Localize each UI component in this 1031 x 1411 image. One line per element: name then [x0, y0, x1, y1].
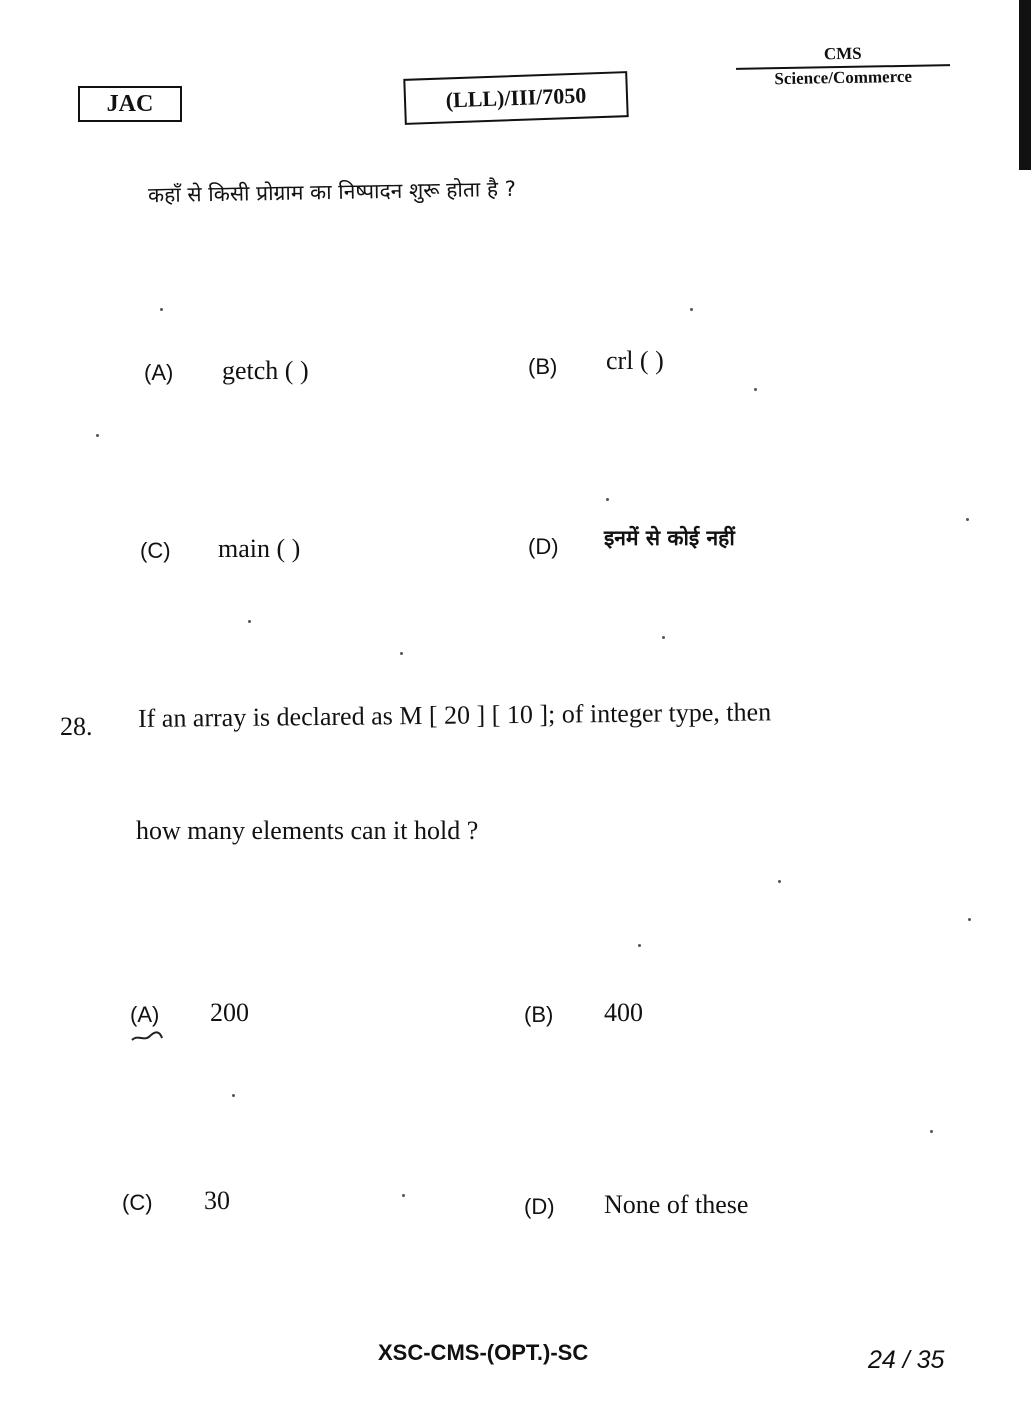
scan-speck [400, 652, 403, 655]
question-number: 28. [60, 712, 93, 741]
footer-paper-code: XSC-CMS-(OPT.)-SC [378, 1340, 589, 1365]
question-text-line1: If an array is declared as M [ 20 ] [ 10 ]; of integer type, then [137, 697, 772, 733]
option-text-a: getch ( ) [222, 356, 309, 385]
question-text-line2: how many elements can it hold ? [136, 816, 479, 845]
option-letter-c: (C) [140, 538, 171, 563]
pen-tick-mark-icon [130, 1028, 164, 1044]
scan-speck [754, 388, 757, 391]
scan-speck [966, 518, 969, 521]
option-letter-a: (A) [130, 1002, 160, 1027]
page-number: 24 / 35 [868, 1346, 945, 1374]
scan-speck [160, 308, 163, 311]
option-text-d: None of these [604, 1190, 749, 1219]
option-letter-b: (B) [528, 354, 558, 379]
scan-speck [232, 1094, 235, 1097]
option-text-a: 200 [210, 998, 249, 1027]
cut-off-footer-line [300, 1398, 720, 1411]
scan-speck [690, 308, 693, 311]
page-edge-shadow [1019, 0, 1031, 170]
option-letter-c: (C) [122, 1190, 153, 1215]
subject-block [736, 42, 951, 90]
subject-code: CMS [736, 42, 950, 70]
question-text-hindi: कहाँ से किसी प्रोग्राम का निष्पादन शुरू होता है ? [147, 176, 517, 208]
option-letter-a: (A) [144, 360, 174, 385]
option-letter-d: (D) [524, 1194, 555, 1219]
option-text-b: 400 [604, 998, 643, 1027]
option-text-b: crl ( ) [606, 346, 664, 375]
scan-speck [930, 1130, 933, 1133]
scan-speck [606, 498, 609, 501]
scan-speck [402, 1194, 405, 1197]
option-text-c: main ( ) [218, 534, 301, 563]
paper-code: (LLL)/III/7050 [403, 71, 628, 125]
option-text-d: इनमें से कोई नहीं [604, 526, 735, 550]
option-letter-b: (B) [524, 1002, 554, 1027]
option-letter-d: (D) [528, 534, 559, 559]
board-label: JAC [78, 86, 182, 122]
scan-speck [638, 944, 641, 947]
subject-stream: Science/Commerce [774, 66, 913, 89]
option-text-c: 30 [204, 1186, 230, 1215]
scan-speck [968, 918, 971, 921]
scan-speck [248, 620, 251, 623]
scan-speck [96, 434, 99, 437]
scan-speck [778, 880, 781, 883]
scan-speck [662, 636, 665, 639]
